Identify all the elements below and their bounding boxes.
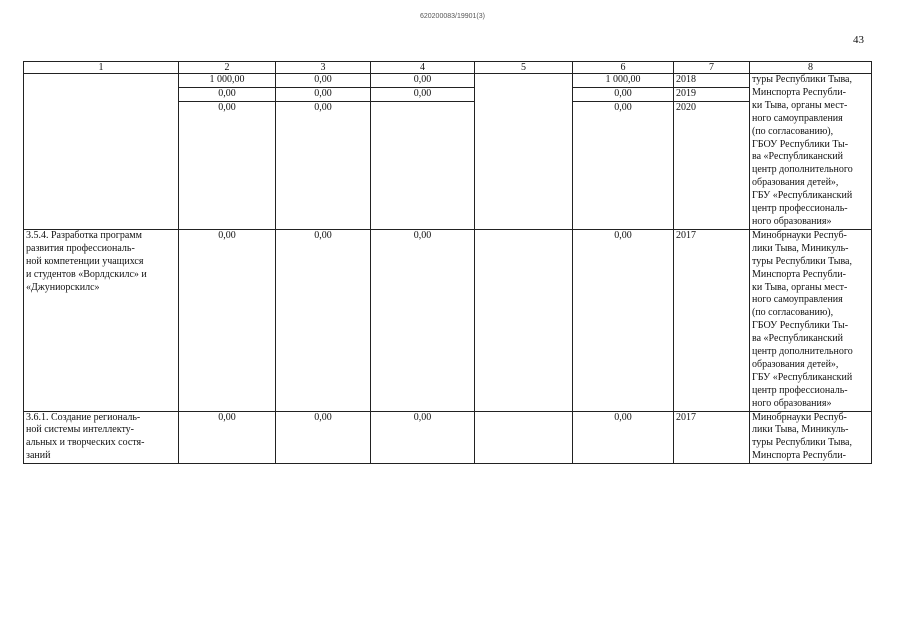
value-cell: 0,00 (179, 229, 276, 411)
responsible-cell (750, 74, 872, 230)
value-cell: 1 000,00 (179, 74, 276, 88)
text-line: (по согласованию), (752, 125, 834, 137)
text-line: ного самоуправления (752, 112, 843, 124)
activity-cell (24, 229, 179, 411)
value-cell-empty (475, 74, 573, 230)
year-cell: 2017 (674, 229, 750, 411)
text-line: центр профессиональ- (752, 203, 848, 215)
value-cell-empty (475, 411, 573, 464)
column-header: 8 (750, 62, 872, 74)
text-line: (по согласованию), (752, 307, 834, 319)
text-line: ной системы интеллекту- (26, 424, 135, 436)
text-line: Минспорта Республи- (752, 86, 846, 98)
text-line: ного образования» (752, 397, 832, 409)
text-line: лики Тыва, Миникуль- (752, 242, 849, 254)
table-row (24, 411, 872, 464)
year-cell: 2017 (674, 411, 750, 464)
value-cell (371, 101, 475, 229)
text-line: ГБОУ Республики Ты- (752, 138, 849, 150)
column-header: 5 (475, 62, 573, 74)
text-line: Минспорта Республи- (752, 268, 846, 280)
value-cell: 0,00 (276, 74, 371, 88)
year-cell: 2020 (674, 101, 750, 229)
text-line: центр дополнительного (752, 164, 853, 176)
value-cell: 0,00 (276, 101, 371, 229)
value-cell: 0,00 (179, 87, 276, 101)
text-line: образования детей», (752, 177, 839, 189)
value-cell: 0,00 (276, 411, 371, 464)
text-line: альных и творческих состя- (26, 437, 145, 449)
text-line: ва «Республиканский (752, 333, 843, 345)
text-line: ного образования» (752, 215, 832, 227)
column-header: 3 (276, 62, 371, 74)
value-cell: 0,00 (179, 101, 276, 229)
text-line: ГБОУ Республики Ты- (752, 320, 849, 332)
text-line: туры Республики Тыва, (752, 74, 852, 85)
text-line: и студентов «Ворлдскилс» и (26, 268, 147, 280)
column-number-row (24, 62, 872, 74)
text-line: ки Тыва, органы мест- (752, 99, 848, 111)
responsible-cell (750, 411, 872, 464)
year-cell: 2019 (674, 87, 750, 101)
value-cell: 0,00 (276, 87, 371, 101)
text-line: ГБУ «Республиканский (752, 190, 853, 202)
text-line: развития профессиональ- (26, 242, 135, 254)
text-line: ного самоуправления (752, 294, 843, 306)
text-line: туры Республики Тыва, (752, 255, 852, 267)
column-header: 4 (371, 62, 475, 74)
column-header: 6 (573, 62, 674, 74)
document-code: 620200083/19901(3) (419, 13, 485, 20)
value-cell: 0,00 (371, 74, 475, 88)
text-line: Минспорта Республи- (752, 450, 846, 462)
text-line: лики Тыва, Миникуль- (752, 424, 849, 436)
value-cell-empty (475, 229, 573, 411)
text-line: образования детей», (752, 358, 839, 370)
column-header: 7 (674, 62, 750, 74)
page-number: 43 (853, 34, 864, 46)
value-cell: 0,00 (573, 411, 674, 464)
responsible-cell (750, 229, 872, 411)
column-header: 2 (179, 62, 276, 74)
activity-cell-empty (24, 74, 179, 230)
program-table (23, 61, 872, 464)
text-line: ГБУ «Республиканский (752, 371, 853, 383)
value-cell: 0,00 (371, 87, 475, 101)
text-line: ки Тыва, органы мест- (752, 281, 848, 293)
text-line: центр дополнительного (752, 346, 853, 358)
text-line: 3.5.4. Разработка программ (26, 229, 142, 241)
activity-cell (24, 411, 179, 464)
value-cell: 1 000,00 (573, 74, 674, 88)
value-cell: 0,00 (371, 411, 475, 464)
value-cell: 0,00 (573, 101, 674, 229)
value-cell: 0,00 (371, 229, 475, 411)
value-cell: 0,00 (179, 411, 276, 464)
text-line: ной компетенции учащихся (26, 255, 144, 267)
text-line: «Джуниорскилс» (26, 281, 100, 293)
text-line: заний (26, 450, 51, 462)
value-cell: 0,00 (573, 87, 674, 101)
table-row (24, 229, 872, 411)
value-cell: 0,00 (573, 229, 674, 411)
text-line: ва «Республиканский (752, 151, 843, 163)
column-header: 1 (24, 62, 179, 74)
text-line: 3.6.1. Создание региональ- (26, 411, 141, 423)
year-cell: 2018 (674, 74, 750, 88)
text-line: центр профессиональ- (752, 384, 848, 396)
text-line: Минобрнауки Респуб- (752, 229, 847, 241)
table-row (24, 74, 872, 88)
text-line: Минобрнауки Респуб- (752, 411, 847, 423)
text-line: туры Республики Тыва, (752, 437, 852, 449)
value-cell: 0,00 (276, 229, 371, 411)
